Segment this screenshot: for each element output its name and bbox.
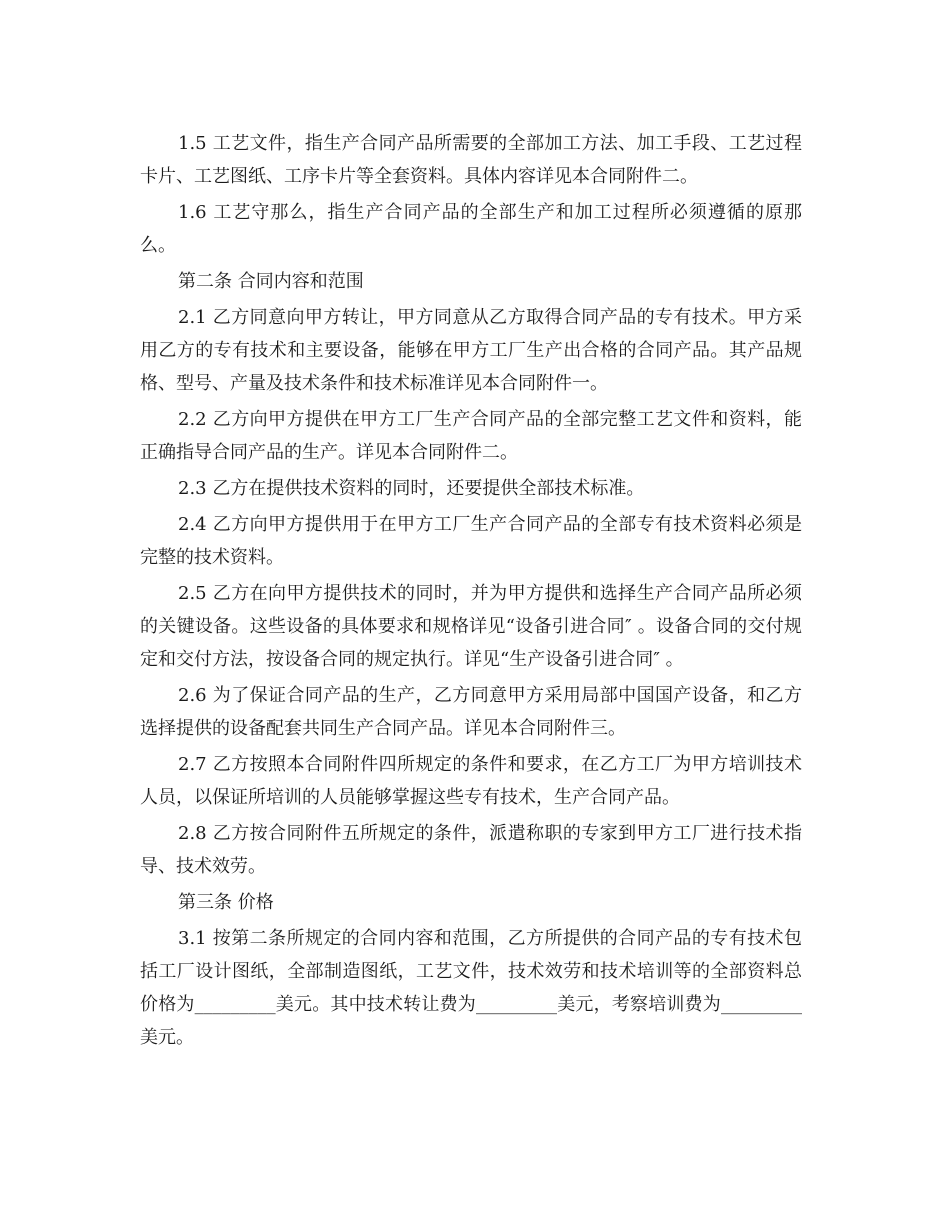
clause-2-3: 2.3 乙方在提供技术资料的同时，还要提供全部技术标准。 <box>178 478 645 499</box>
clause-3-1: 3.1 按第二条所规定的合同内容和范围，乙方所提供的合同产品的专有技术包括工厂设计图纸，全部制造图纸，工艺文件，技术效劳和技术培训等的全部资料总价格为_________美元。其中技术转让费为_________美元，考察培训费为_________美元。 <box>140 928 802 1048</box>
clause-2-7: 2.7 乙方按照本合同附件四所规定的条件和要求，在乙方工厂为甲方培训技术人员，以保证所培训的人员能够掌握这些专有技术，生产合同产品。 <box>140 754 802 808</box>
article-2-heading: 第二条 合同内容和范围 <box>178 271 364 292</box>
clause-2-5: 2.5 乙方在向甲方提供技术的同时，并为甲方提供和选择生产合同产品所必须的关键设备。这些设备的具体要求和规格详见“设备引进合同″ 。设备合同的交付规定和交付方法，按设备合同的规定执行。详见“生产设备引进合同″ 。 <box>140 583 802 670</box>
clause-1-5: 1.5 工艺文件，指生产合同产品所需要的全部加工方法、加工手段、工艺过程卡片、工艺图纸、工序卡片等全套资料。具体内容详见本合同附件二。 <box>140 133 802 187</box>
clause-2-1: 2.1 乙方同意向甲方转让，甲方同意从乙方取得合同产品的专有技术。甲方采用乙方的专有技术和主要设备，能够在甲方工厂生产出合格的合同产品。其产品规格、型号、产量及技术条件和技术标准详见本合同附件一。 <box>140 307 802 394</box>
clause-2-2: 2.2 乙方向甲方提供在甲方工厂生产合同产品的全部完整工艺文件和资料，能正确指导合同产品的生产。详见本合同附件二。 <box>140 409 802 463</box>
clause-1-6: 1.6 工艺守那么，指生产合同产品的全部生产和加工过程所必须遵循的原那么。 <box>140 202 802 256</box>
article-3-heading: 第三条 价格 <box>178 892 274 913</box>
clause-2-4: 2.4 乙方向甲方提供用于在甲方工厂生产合同产品的全部专有技术资料必须是完整的技术资料。 <box>140 514 802 568</box>
clause-2-6: 2.6 为了保证合同产品的生产，乙方同意甲方采用局部中国国产设备，和乙方选择提供的设备配套共同生产合同产品。详见本合同附件三。 <box>140 685 802 739</box>
clause-2-8: 2.8 乙方按合同附件五所规定的条件，派遣称职的专家到甲方工厂进行技术指导、技术效劳。 <box>140 823 802 877</box>
document-body <box>140 127 802 1057</box>
